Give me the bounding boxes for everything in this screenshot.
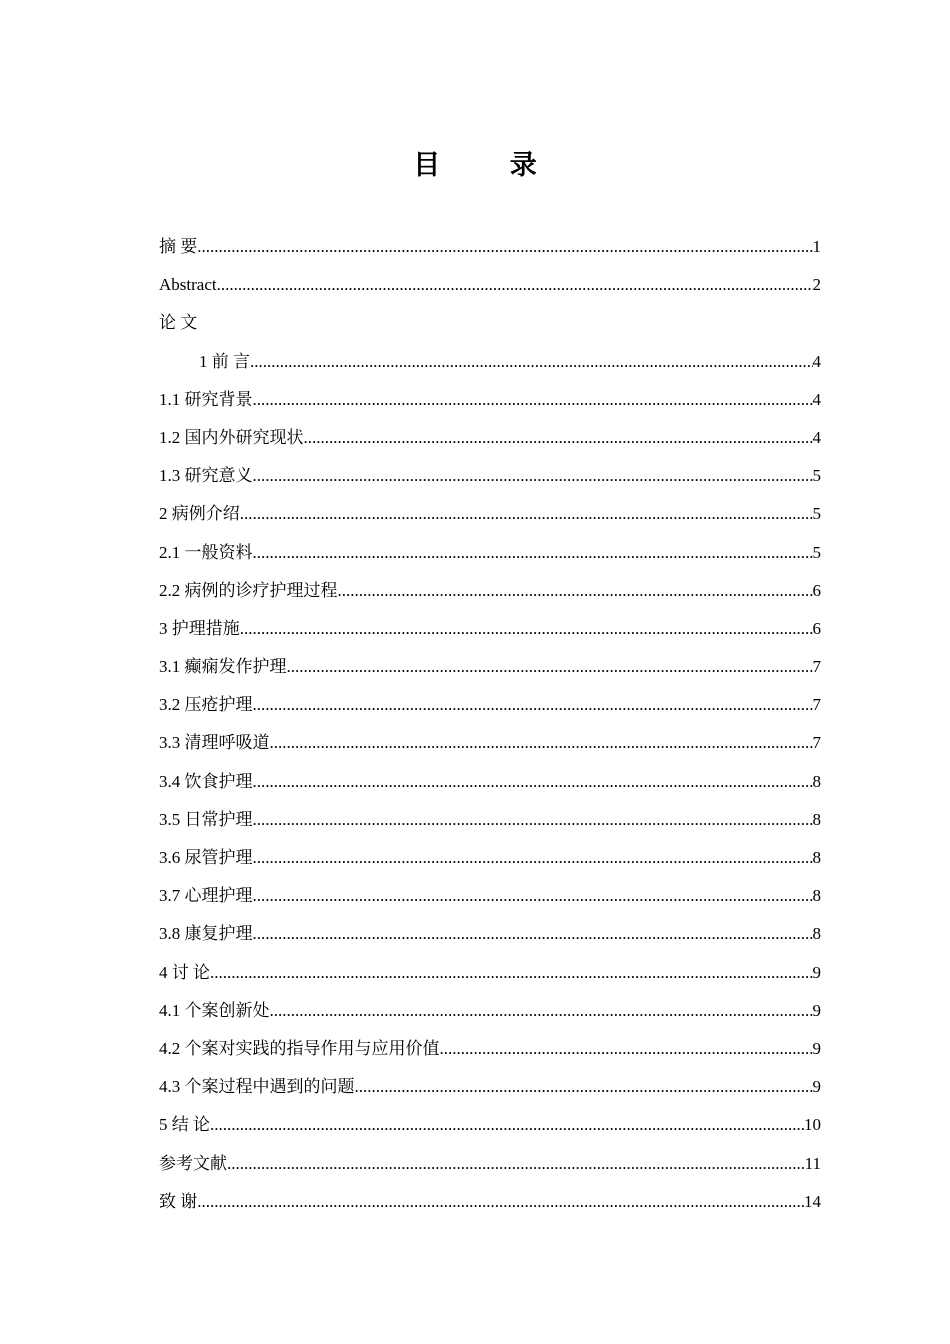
toc-entry-page-number: 9 xyxy=(812,962,821,982)
toc-entry[interactable] xyxy=(159,1106,821,1144)
toc-dot-leader xyxy=(253,457,813,495)
toc-entry-label: 3.1 癫痫发作护理 xyxy=(159,657,287,677)
toc-entry-label: 4 讨 论 xyxy=(159,962,210,982)
toc-entry[interactable] xyxy=(159,495,821,533)
toc-entry-page-number: 5 xyxy=(812,504,821,524)
toc-dot-leader xyxy=(355,1068,813,1106)
toc-entry[interactable] xyxy=(159,1183,821,1221)
toc-dot-leader xyxy=(270,724,813,762)
toc-entry-label: 3.8 康复护理 xyxy=(159,924,253,944)
toc-entry-page-number: 9 xyxy=(812,1000,821,1020)
toc-entry[interactable] xyxy=(159,648,821,686)
toc-entry-page-number: 2 xyxy=(812,275,821,295)
toc-entry-page-number: 6 xyxy=(812,618,821,638)
toc-entry[interactable] xyxy=(159,686,821,724)
toc-entry-label: 参考文献 xyxy=(159,1153,227,1173)
toc-entry[interactable] xyxy=(159,228,821,266)
toc-entry-label: 2.1 一般资料 xyxy=(159,542,253,562)
toc-entry[interactable] xyxy=(159,801,821,839)
toc-entry-page-number: 8 xyxy=(812,848,821,867)
toc-dot-leader xyxy=(217,266,813,304)
toc-entry-label: 3.2 压疮护理 xyxy=(159,695,253,715)
toc-entry-page-number: 8 xyxy=(812,886,821,906)
toc-title: 目 录 xyxy=(413,150,567,181)
toc-dot-leader xyxy=(253,534,813,572)
toc-entry-page-number: 8 xyxy=(812,771,821,791)
toc-dot-leader xyxy=(197,1183,804,1221)
toc-entry-page-number: 7 xyxy=(812,657,821,677)
toc-entry-page-number: 7 xyxy=(812,733,821,753)
toc-dot-leader xyxy=(197,228,812,266)
toc-dot-leader xyxy=(210,1106,804,1144)
toc-entry-page-number: 5 xyxy=(812,542,821,562)
toc-dot-leader xyxy=(270,992,813,1030)
toc-entry[interactable] xyxy=(159,381,821,419)
toc-dot-leader xyxy=(253,801,813,839)
toc-entry-label: 1.1 研究背景 xyxy=(159,389,253,409)
toc-entry[interactable] xyxy=(159,304,821,342)
toc-entry[interactable] xyxy=(159,954,821,992)
toc-entry-label: 4.2 个案对实践的指导作用与应用价值 xyxy=(159,1038,440,1058)
toc-entry-page-number: 9 xyxy=(812,1038,821,1058)
toc-entry[interactable] xyxy=(159,572,821,610)
toc-entry-page-number: 11 xyxy=(804,1153,821,1173)
toc-entry-label: 1.2 国内外研究现状 xyxy=(159,427,304,447)
toc-dot-leader xyxy=(240,610,813,648)
toc-entry-page-number: 10 xyxy=(804,1115,821,1135)
toc-entry-label: 摘 要 xyxy=(159,237,198,256)
toc-entry-label: 1.3 研究意义 xyxy=(159,466,253,486)
toc-entry-page-number: 1 xyxy=(812,237,821,256)
toc-entry-page-number: 9 xyxy=(812,1077,821,1097)
toc-entry[interactable] xyxy=(159,992,821,1030)
toc-entry-label: 4.3 个案过程中遇到的问题 xyxy=(159,1077,355,1097)
toc-dot-leader xyxy=(304,419,813,457)
toc-dot-leader xyxy=(253,381,813,419)
toc-entry-label: 3.6 尿管护理 xyxy=(159,848,253,867)
toc-dot-leader xyxy=(253,877,813,915)
toc-entry-label: 3.5 日常护理 xyxy=(159,809,253,829)
toc-entry-page-number: 14 xyxy=(804,1191,821,1211)
toc-dot-leader xyxy=(240,495,813,533)
toc-entry-page-number: 4 xyxy=(812,389,821,409)
toc-dot-leader xyxy=(210,954,813,992)
toc-list xyxy=(159,228,821,1221)
toc-dot-leader xyxy=(253,915,813,953)
toc-entry-label: 致 谢 xyxy=(159,1191,198,1211)
toc-dot-leader xyxy=(440,1030,813,1068)
toc-entry-label: 1 前 言 xyxy=(199,351,250,371)
toc-entry[interactable] xyxy=(159,1068,821,1106)
toc-entry[interactable] xyxy=(159,1145,821,1183)
toc-entry[interactable] xyxy=(159,1030,821,1068)
toc-dot-leader xyxy=(253,839,813,877)
toc-entry[interactable] xyxy=(159,457,821,495)
toc-entry-label: 3.7 心理护理 xyxy=(159,886,253,906)
toc-entry[interactable] xyxy=(159,534,821,572)
toc-dot-leader xyxy=(250,343,813,381)
toc-entry[interactable] xyxy=(159,839,821,877)
toc-entry-page-number: 6 xyxy=(812,580,821,600)
toc-entry-label: 4.1 个案创新处 xyxy=(159,1000,270,1020)
toc-entry-page-number: 5 xyxy=(812,466,821,486)
toc-entry-label: 2.2 病例的诊疗护理过程 xyxy=(159,580,338,600)
toc-entry-page-number: 8 xyxy=(812,809,821,829)
toc-entry[interactable] xyxy=(159,724,821,762)
toc-entry-label: 5 结 论 xyxy=(159,1115,210,1135)
toc-entry-label: 3.4 饮食护理 xyxy=(159,771,253,791)
toc-entry-page-number: 7 xyxy=(812,695,821,715)
toc-entry[interactable] xyxy=(159,877,821,915)
toc-entry-label: Abstract xyxy=(159,275,217,295)
toc-entry[interactable] xyxy=(159,419,821,457)
toc-entry-label: 3 护理措施 xyxy=(159,618,240,638)
toc-entry-page-number: 4 xyxy=(812,427,821,447)
toc-dot-leader xyxy=(253,686,813,724)
toc-entry[interactable] xyxy=(159,915,821,953)
toc-entry-label: 3.3 清理呼吸道 xyxy=(159,733,270,753)
toc-dot-leader xyxy=(287,648,813,686)
toc-entry-page-number: 8 xyxy=(812,924,821,944)
toc-dot-leader xyxy=(338,572,813,610)
toc-entry-label: 论 文 xyxy=(159,313,198,333)
toc-entry-label: 2 病例介绍 xyxy=(159,504,240,524)
toc-entry[interactable] xyxy=(159,763,821,801)
toc-entry-page-number: 4 xyxy=(812,351,821,371)
toc-entry[interactable] xyxy=(159,610,821,648)
toc-dot-leader xyxy=(227,1145,805,1183)
toc-entry[interactable] xyxy=(159,343,821,381)
toc-dot-leader xyxy=(253,763,813,801)
toc-entry[interactable] xyxy=(159,266,821,304)
